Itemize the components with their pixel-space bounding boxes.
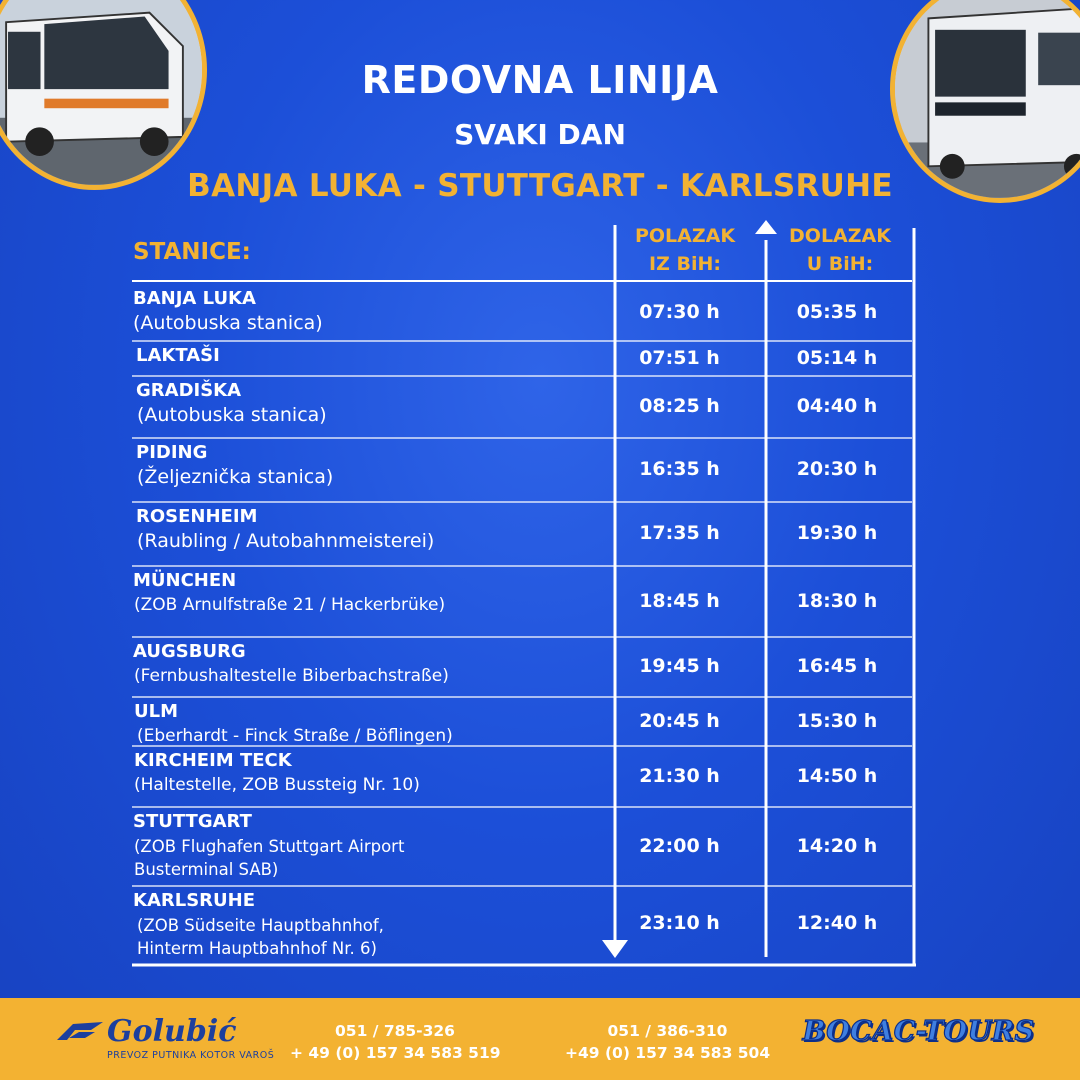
arrival-time: 14:20 h [796, 834, 878, 857]
golubic-phones [290, 1020, 500, 1064]
station-location: (Željeznička stanica) [137, 466, 334, 488]
bocac-phones [565, 1020, 770, 1064]
station-location: (Eberhardt - Finck Straße / Böflingen) [137, 726, 453, 746]
table-row [132, 378, 912, 438]
golubic-phone-intl: + 49 (0) 157 34 583 519 [290, 1044, 501, 1062]
arrival-time: 16:45 h [796, 655, 878, 677]
departure-time: 22:00 h [639, 834, 720, 857]
departure-time: 23:10 h [639, 912, 720, 934]
station-location: (ZOB Südseite Hauptbahnhof, Hinterm Hauptbahnhof Nr. 6) [137, 916, 384, 958]
station-location: (Fernbushaltestelle Biberbachstraße) [134, 666, 449, 686]
table-row [132, 286, 912, 341]
golubic-logo [55, 1014, 285, 1064]
footer-bar [0, 998, 1080, 1080]
page-subtitle: SVAKI DAN [454, 118, 626, 151]
table-row [132, 440, 912, 502]
arrival-time: 05:14 h [796, 346, 878, 369]
station-location: (Autobuska stanica) [133, 312, 323, 334]
station-name: LAKTAŠI [136, 345, 220, 366]
station-name: ROSENHEIM [136, 506, 258, 527]
table-row [132, 639, 912, 697]
station-name: KIRCHEIM TECK [134, 750, 292, 771]
station-location: (Raubling / Autobahnmeisterei) [137, 530, 435, 552]
table-row [132, 504, 912, 566]
arrival-time: 19:30 h [796, 522, 878, 544]
departure-time: 21:30 h [639, 764, 720, 787]
golubic-phone-local: 051 / 785-326 [335, 1022, 455, 1040]
station-name: PIDING [136, 442, 208, 463]
station-location: (Haltestelle, ZOB Bussteig Nr. 10) [134, 775, 420, 795]
departure-time: 07:30 h [639, 300, 720, 323]
table-row [132, 699, 912, 746]
departure-time: 18:45 h [639, 589, 720, 612]
station-name: MÜNCHEN [133, 570, 237, 591]
station-location: (ZOB Flughafen Stuttgart Airport Busterminal SAB) [134, 837, 405, 879]
arrival-time: 05:35 h [796, 300, 878, 323]
table-row [132, 568, 912, 637]
golubic-name: Golubić [107, 1014, 237, 1049]
bocac-phone-intl: +49 (0) 157 34 583 504 [565, 1044, 771, 1062]
table-row [132, 888, 912, 962]
bocac-tours-logo: BOCAC-TOURS [802, 1016, 1035, 1047]
station-name: STUTTGART [133, 811, 252, 832]
golubic-tagline: PREVOZ PUTNIKA KOTOR VAROŠ [107, 1050, 275, 1061]
departure-time: 16:35 h [639, 458, 720, 480]
up-arrow-icon [755, 220, 777, 234]
golubic-logo-mark [55, 1020, 105, 1044]
table-row [132, 343, 912, 376]
station-name: GRADIŠKA [136, 380, 242, 401]
arrival-time: 14:50 h [796, 764, 878, 787]
departure-time: 07:51 h [639, 346, 720, 369]
route-title: BANJA LUKA - STUTTGART - KARLSRUHE [187, 168, 893, 204]
arrival-time: 18:30 h [796, 589, 878, 612]
departure-time: 08:25 h [639, 395, 720, 417]
arrival-time: 12:40 h [796, 912, 878, 934]
station-name: BANJA LUKA [133, 288, 256, 309]
stations-column-header: STANICE: [133, 239, 251, 265]
arrival-time: 20:30 h [796, 458, 878, 480]
station-name: KARLSRUHE [133, 890, 256, 911]
departure-time: 19:45 h [639, 655, 720, 677]
station-location: (Autobuska stanica) [137, 404, 327, 426]
station-name: ULM [134, 701, 178, 722]
arrival-time: 15:30 h [796, 709, 878, 732]
station-name: AUGSBURG [133, 641, 246, 662]
arrival-time: 04:40 h [796, 395, 878, 417]
station-location: (ZOB Arnulfstraße 21 / Hackerbrüke) [134, 595, 446, 615]
departure-time: 20:45 h [639, 709, 720, 732]
table-row [132, 809, 912, 886]
departure-column-header: POLAZAK IZ BiH: [634, 225, 736, 275]
arrival-column-header: DOLAZAK U BiH: [789, 225, 891, 275]
page-title: REDOVNA LINIJA [361, 58, 719, 102]
bocac-phone-local: 051 / 386-310 [607, 1022, 728, 1040]
departure-time: 17:35 h [639, 522, 720, 544]
table-row [132, 748, 912, 807]
